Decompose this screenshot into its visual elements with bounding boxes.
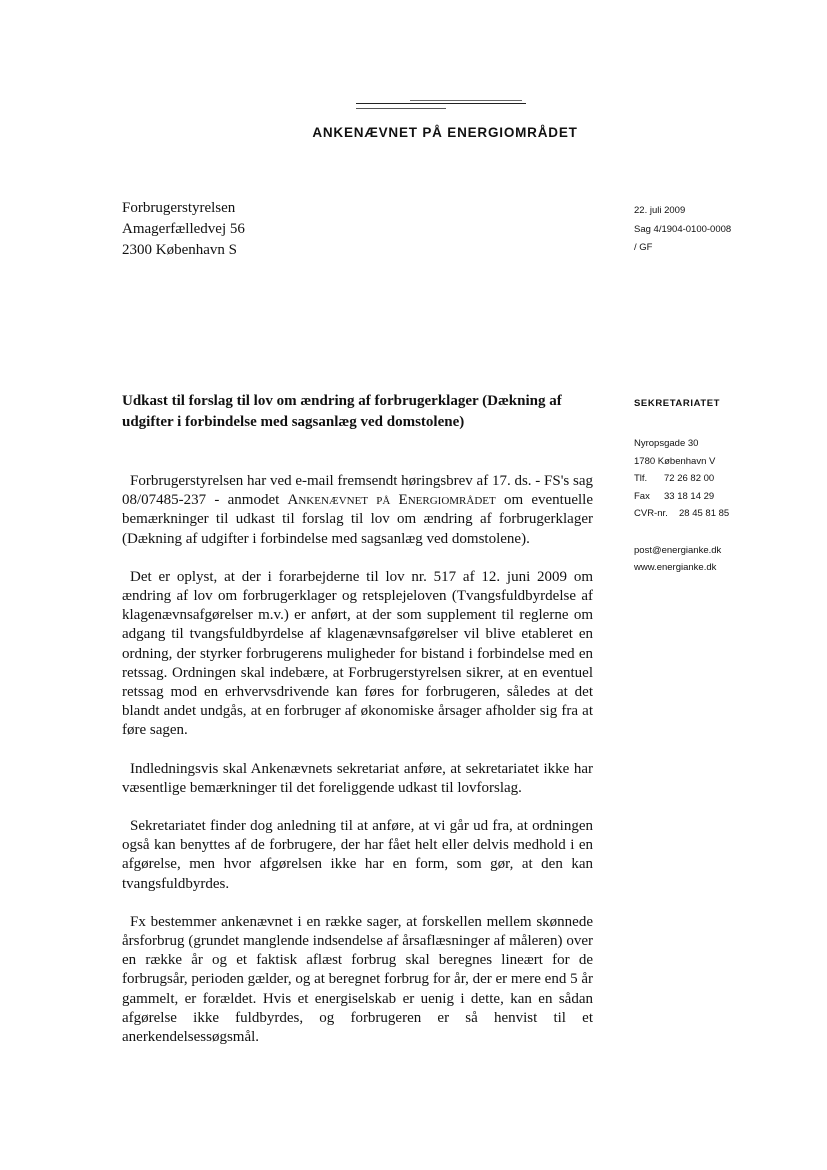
letterhead-title: ANKENÆVNET PÅ ENERGIOMRÅDET bbox=[312, 125, 578, 140]
cvr-label: CVR-nr. bbox=[634, 508, 668, 519]
header-rule-bottom bbox=[356, 108, 446, 109]
body-paragraph-2: Det er oplyst, at der i forarbejderne til lov nr. 517 af 12. juni 2009 om ændring af lov om forbrugerklager og retsplejeloven (Tvangsfuldbyrdelse af klagenævnsafgørelser m.v.) er anført, at der som supplement til reglerne om adgang til tvangsfuldbyrdelse af klagenævnsafgørelser vil blive etableret en ordning, der styrker forbrugerens muligheder for bistand i forbindelse med en retssag. Ordningen skal indebære, at Forbrugerstyrelsen sikrer, at en eventuel retssag mod en erhvervsdrivende kan føres for forbrugeren, således at det blandt andet undgås, at en forbruger af økonomiske årsager afholder sig fra at føre sagen. bbox=[122, 568, 593, 739]
website-link[interactable]: www.energianke.dk bbox=[634, 562, 717, 573]
body-paragraph-1-start: Forbrugerstyrelsen har ved e-mail fremsendt høringsbrev af 17. ds. - FS's sag 08/07485-237 - anmodet bbox=[122, 473, 594, 509]
header-rule-middle bbox=[356, 103, 526, 104]
body-paragraph-1 bbox=[122, 472, 593, 549]
phone-number: 72 26 82 00 bbox=[664, 473, 715, 484]
body-paragraph-5: Fx bestemmer ankenævnet i en række sager, at forskellen mellem skønnede årsforbrug (grundet manglende indsendelse af årsaflæsninger af måleren) over en række år og et faktisk aflæst forbrug skal beregnes lineært for de forbrugsår, perioden gælder, og at beregnet forbrug for år, der er mere end 5 år gammelt, er forældet. Hvis et energiselskab er uenig i dette, kan en sådan afgørelse ikke fuldbyrdes, og forbrugeren er så henvist til et anerkendelsessøgsmål. bbox=[122, 913, 593, 1046]
header-rule-top bbox=[410, 100, 522, 101]
letter-date: 22. juli 2009 bbox=[634, 205, 686, 216]
author-initials: / GF bbox=[634, 242, 653, 253]
body-paragraph-3: Indledningsvis skal Ankenævnets sekretariat anføre, at sekretariatet ikke har væsentlige bemærkninger til det foreliggende udkast til lovforslag. bbox=[122, 760, 593, 796]
recipient-name: Forbrugerstyrelsen bbox=[122, 200, 236, 216]
secretariat-city: 1780 København V bbox=[634, 455, 716, 467]
recipient-address bbox=[122, 198, 422, 261]
recipient-city: 2300 København S bbox=[122, 242, 237, 258]
letter-meta bbox=[634, 202, 814, 258]
letter-subject: Udkast til forslag til lov om ændring af forbrugerklager (Dækning af udgifter i forbindelse med sagsanlæg ved domstolene) bbox=[122, 393, 562, 430]
phone-row bbox=[634, 470, 819, 488]
secretariat-heading: SEKRETARIATET bbox=[634, 398, 721, 409]
fax-label: Fax bbox=[634, 490, 650, 502]
cvr-number: 28 45 81 85 bbox=[679, 508, 730, 519]
fax-number: 33 18 14 29 bbox=[664, 490, 715, 502]
secretariat-sidebar bbox=[634, 398, 819, 577]
body-paragraph-1-end: om eventuelle bemærkninger til udkast til forslag til lov om ændring af forbrugerklager (Dækning af udgifter i forbindelse med sagsanlæg ved domstolene). bbox=[122, 492, 593, 547]
phone-label: Tlf. bbox=[634, 473, 648, 484]
cvr-row bbox=[634, 505, 819, 523]
body-paragraph-4: Sekretariatet finder dog anledning til at anføre, at vi går ud fra, at ordningen også kan benyttes af de forbrugere, der har fået helt eller delvis medhold i en afgørelse, men hvor afgørelsen ikke har en form, som gør, at den kan tvangsfuldbyrdes. bbox=[122, 818, 593, 892]
email-link[interactable]: post@energianke.dk bbox=[634, 544, 722, 556]
secretariat-links bbox=[634, 542, 819, 577]
organization-name-inline: Ankenævnet på Energiområdet bbox=[287, 492, 496, 509]
letter-body bbox=[122, 472, 593, 1066]
secretariat-street: Nyropsgade 30 bbox=[634, 438, 699, 449]
fax-row bbox=[634, 488, 819, 506]
recipient-street: Amagerfælledvej 56 bbox=[122, 221, 245, 237]
case-number: Sag 4/1904-0100-0008 bbox=[634, 223, 732, 235]
